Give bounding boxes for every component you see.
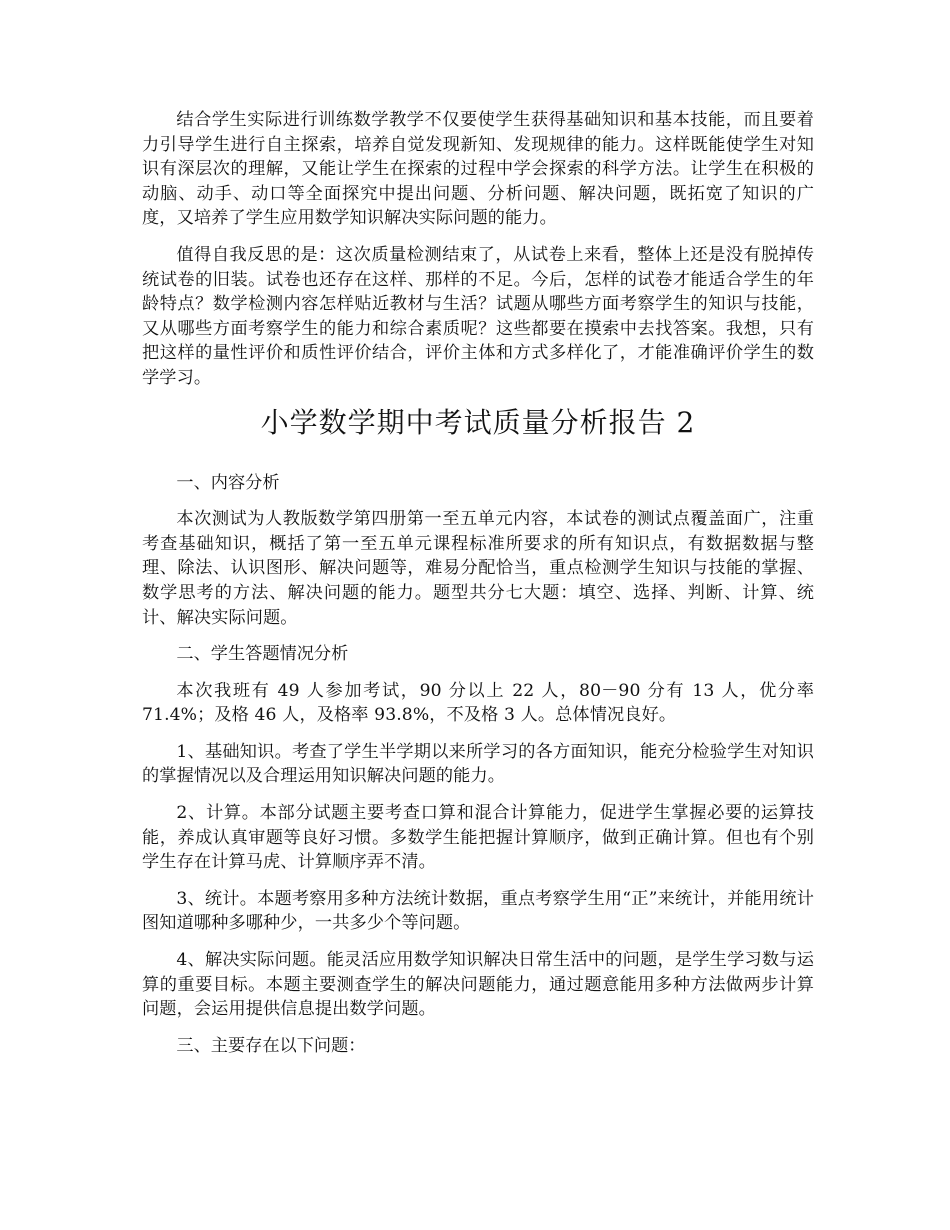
exam-statistics-paragraph: 本次我班有 49 人参加考试，90 分以上 22 人，80－90 分有 13 人，优分率 71.4%；及格 46 人，及格率 93.8%，不及格 3 人。总体情况良好。 [142, 680, 814, 726]
section-heading-content-analysis: 一、内容分析 [176, 472, 280, 493]
section-heading-main-problems: 三、主要存在以下问题： [176, 1035, 366, 1056]
content-analysis-paragraph: 本次测试为人教版数学第四册第一至五单元内容，本试卷的测试点覆盖面广，注重考查基础知识，概括了第一至五单元课程标准所要求的所有知识点，有数据数据与整理、除法、认识图形、解决问题等，难易分配恰当，重点检测学生知识与技能的掌握、数学思考的方法、解决问题的能力。题型共分七大题：填空、选择、判断、计算、统计、解决实际问题。 [142, 509, 814, 628]
report-title: 小学数学期中考试质量分析报告 2 [260, 405, 696, 439]
document-page [142, 108, 814, 1070]
reflection-paragraph: 值得自我反思的是：这次质量检测结束了，从试卷上来看，整体上还是没有脱掉传统试卷的旧装。试卷也还存在这样、那样的不足。今后，怎样的试卷才能适合学生的年龄特点？数学检测内容怎样贴近教材与生活？试题从哪些方面考察学生的知识与技能，又从哪些方面考察学生的能力和综合素质呢？这些都要在摸索中去找答案。我想，只有把这样的量性评价和质性评价结合，评价主体和方式多样化了，才能准确评价学生的数学学习。 [142, 244, 814, 388]
calculation-paragraph: 2、计算。本部分试题主要考查口算和混合计算能力，促进学生掌握必要的运算技能，养成认真审题等良好习惯。多数学生能把握计算顺序，做到正确计算。但也有个别学生存在计算马虎、计算顺序弄不清。 [142, 803, 814, 873]
problem-solving-paragraph: 4、解决实际问题。能灵活应用数学知识解决日常生活中的问题，是学生学习数与运算的重要目标。本题主要测查学生的解决问题能力，通过题意能用多种方法做两步计算问题，会运用提供信息提出数学问题。 [142, 950, 814, 1020]
section-heading-answer-analysis: 二、学生答题情况分析 [176, 644, 349, 665]
statistics-paragraph: 3、统计。本题考察用多种方法统计数据，重点考察学生用“正”来统计，并能用统计图知道哪种多哪种少，一共多少个等问题。 [142, 888, 814, 934]
intro-paragraph: 结合学生实际进行训练数学教学不仅要使学生获得基础知识和基本技能，而且要着力引导学生进行自主探索，培养自觉发现新知、发现规律的能力。这样既能使学生对知识有深层次的理解，又能让学生在探索的过程中学会探索的科学方法。让学生在积极的动脑、动手、动口等全面探究中提出问题、分析问题、解决问题，既拓宽了知识的广度，又培养了学生应用数学知识解决实际问题的能力。 [142, 110, 814, 229]
basic-knowledge-paragraph: 1、基础知识。考查了学生半学期以来所学习的各方面知识，能充分检验学生对知识的掌握情况以及合理运用知识解决问题的能力。 [142, 741, 814, 787]
